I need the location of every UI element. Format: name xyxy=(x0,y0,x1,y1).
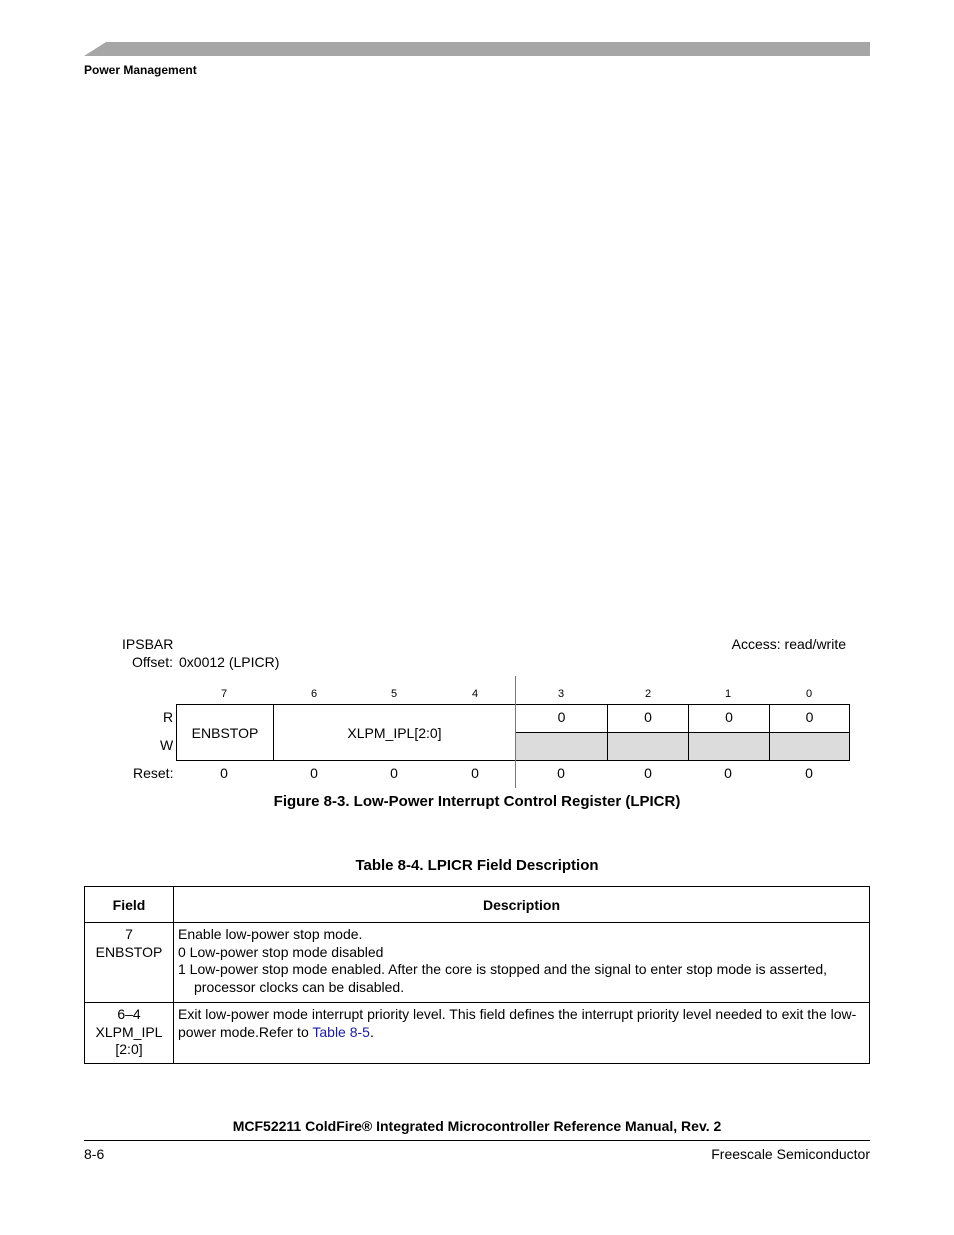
table-row xyxy=(85,923,870,1003)
table-row xyxy=(85,1003,870,1064)
read-only-bit: 0 xyxy=(644,709,652,725)
table-caption: Table 8-4. LPICR Field Description xyxy=(355,857,599,874)
reset-value: 0 xyxy=(557,765,565,781)
register-base-label: IPSBAR xyxy=(122,636,174,652)
section-title: Power Management xyxy=(84,63,197,77)
field-name: XLPM_IPL xyxy=(95,1023,163,1040)
bit-number: 7 xyxy=(220,688,228,700)
bit-number: 5 xyxy=(390,688,398,700)
bit-number: 0 xyxy=(805,688,813,700)
row-label-r: R xyxy=(163,709,174,725)
reset-value: 0 xyxy=(310,765,318,781)
reset-value: 0 xyxy=(724,765,732,781)
description-value-0: 0 Low-power stop mode disabled xyxy=(178,943,384,960)
description-value-1: 1 Low-power stop mode enabled. After the core is stopped and the signal to enter stop mode is asserted, processor clocks can be disabled. xyxy=(178,961,828,995)
table-8-5-link[interactable]: Table 8-5 xyxy=(312,1023,370,1040)
header-bar xyxy=(84,42,870,56)
bit-range: 6–4 xyxy=(117,1006,141,1022)
figure-caption: Figure 8-3. Low-Power Interrupt Control Register (LPICR) xyxy=(273,793,681,810)
reset-value: 0 xyxy=(220,765,228,781)
bit-range: 7 xyxy=(125,926,133,942)
description-text: Exit low-power mode interrupt priority level. This field defines the interrupt priority level needed to exit the low-power mode.Refer to xyxy=(178,1006,857,1040)
reserved-write-area xyxy=(516,732,849,760)
register-offset-label: Offset: xyxy=(132,654,173,670)
register-access: Access: read/write xyxy=(731,636,846,652)
company-name: Freescale Semiconductor xyxy=(711,1146,870,1162)
field-name-suffix: [2:0] xyxy=(115,1041,143,1057)
description-end: . xyxy=(369,1023,374,1040)
read-only-bit: 0 xyxy=(725,709,733,725)
description-intro: Enable low-power stop mode. xyxy=(178,926,363,942)
reset-value: 0 xyxy=(390,765,398,781)
grid-line xyxy=(849,704,850,760)
bit-number: 1 xyxy=(724,688,732,700)
reset-value: 0 xyxy=(471,765,479,781)
bit-number: 6 xyxy=(310,688,318,700)
nibble-divider xyxy=(515,676,516,788)
bit-number: 4 xyxy=(471,688,479,700)
field-name: ENBSTOP xyxy=(95,943,163,960)
reset-value: 0 xyxy=(805,765,813,781)
reset-label: Reset: xyxy=(133,765,174,781)
column-header-description: Description xyxy=(174,887,870,923)
row-label-w: W xyxy=(160,737,174,753)
grid-line xyxy=(176,760,850,761)
description-cell xyxy=(174,923,870,1003)
field-enbstop: ENBSTOP xyxy=(191,724,259,741)
field-description-table xyxy=(84,886,870,1064)
table-header-row xyxy=(85,887,870,923)
field-cell xyxy=(85,923,174,1003)
read-only-bit: 0 xyxy=(805,709,814,725)
page-number: 8-6 xyxy=(84,1146,105,1162)
reset-value: 0 xyxy=(644,765,652,781)
description-cell xyxy=(174,1003,870,1064)
register-offset-value: 0x0012 (LPICR) xyxy=(179,654,280,670)
bit-number: 2 xyxy=(644,688,652,700)
bit-number: 3 xyxy=(557,688,565,700)
footer-title: MCF52211 ColdFire® Integrated Microcontroller Reference Manual, Rev. 2 xyxy=(232,1118,722,1134)
grid-line xyxy=(516,732,850,733)
column-header-field: Field xyxy=(85,887,174,923)
read-only-bit: 0 xyxy=(557,709,566,725)
field-xlpm-ipl: XLPM_IPL[2:0] xyxy=(347,724,442,741)
field-cell xyxy=(85,1003,174,1064)
footer-rule xyxy=(84,1140,870,1141)
